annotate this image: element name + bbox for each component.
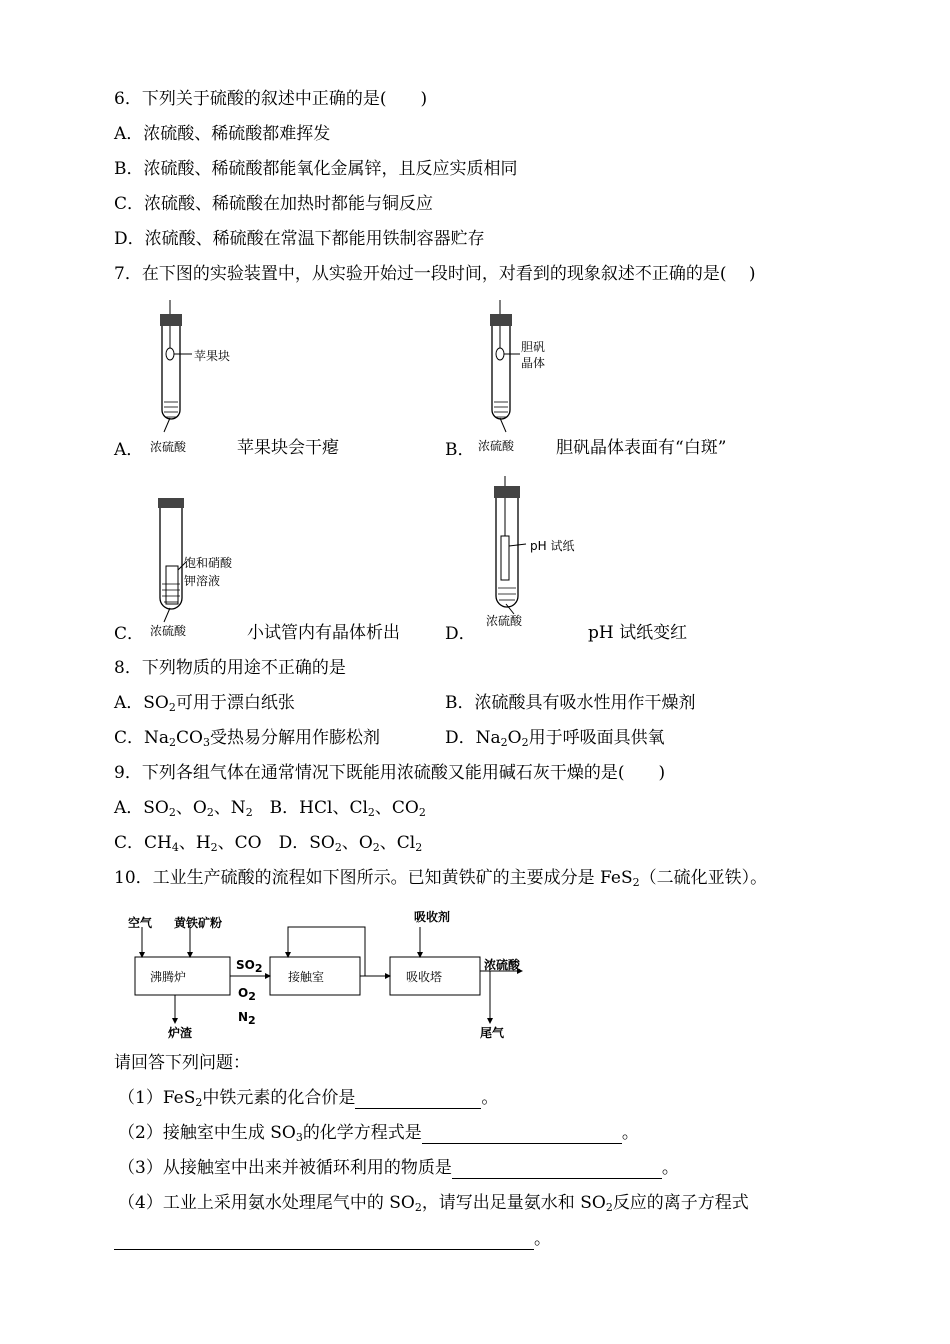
apple-label: 苹果块 [194, 349, 231, 363]
q7-option-a-letter: A． [114, 440, 144, 460]
flow-slag: 炉渣 [168, 1026, 193, 1040]
q9-options-cd: C．$CH_4$、$H_2$、CO D．$SO_2$、$O_2$、$Cl_2$ [114, 833, 423, 854]
q10-sub2: （2）接触室中生成 $SO_3$的化学方程式是 。 [118, 1123, 639, 1144]
ph-paper-strip [501, 536, 509, 580]
q10-sub4-answer-line: 。 [114, 1228, 551, 1250]
q6-option-b: B．浓硫酸、稀硫酸都能氧化金属锌，且反应实质相同 [114, 159, 518, 179]
answer-blank-1[interactable] [355, 1092, 481, 1109]
q10-prompt: 请回答下列问题： [114, 1053, 250, 1073]
ph-paper-label: pH 试纸 [530, 539, 575, 553]
tube-d-label: 浓硫酸 [486, 614, 523, 628]
q7-option-c-letter: C． [114, 624, 145, 644]
flow-o2: $O_2$ [238, 986, 256, 1003]
tube-b-label: 浓硫酸 [478, 439, 515, 453]
q6-option-a: A．浓硫酸、稀硫酸都难挥发 [114, 124, 331, 144]
q9-options-ab: A．$SO_2$、$O_2$、$N_2$ B．HCl、$Cl_2$、$CO_2$ [114, 798, 426, 819]
tube-figure-a [150, 310, 250, 430]
q7-option-a-desc: 苹果块会干瘪 [237, 438, 339, 458]
flow-pyrite: 黄铁矿粉 [174, 916, 223, 930]
apple-piece [166, 348, 174, 360]
flow-tail-gas: 尾气 [480, 1026, 505, 1040]
q8-option-c: C．$Na_2CO_3$受热易分解用作膨松剂 [114, 728, 380, 749]
flow-contact: 接触室 [288, 970, 325, 984]
q10-sub3: （3）从接触室中出来并被循环利用的物质是 。 [118, 1158, 679, 1178]
solution-label-2: 钾溶液 [184, 574, 221, 588]
answer-blank-4[interactable] [114, 1233, 534, 1250]
q7-option-c-desc: 小试管内有晶体析出 [247, 623, 400, 643]
flow-tower: 吸收塔 [406, 970, 443, 984]
crystal-piece [496, 348, 504, 360]
inner-small-tube [166, 566, 178, 604]
q10-sub4: （4）工业上采用氨水处理尾气中的 $SO_2$，请写出足量氨水和 $SO_2$反应的离子方程式 [118, 1193, 749, 1214]
q6-option-c: C．浓硫酸、稀硫酸在加热时都能与铜反应 [114, 194, 434, 214]
q7-option-d-desc: pH 试纸变红 [588, 623, 688, 643]
flow-acid: 浓硫酸 [484, 958, 521, 972]
answer-blank-2[interactable] [422, 1127, 622, 1144]
q7-stem: 7．在下图的实验装置中，从实验开始过一段时间，对看到的现象叙述不正确的是( ) [114, 264, 756, 284]
crystal-label-2: 晶体 [521, 356, 546, 370]
crystal-label-1: 胆矾 [521, 340, 546, 354]
q10-sub1: （1）FeS$_2$中铁元素的化合价是 。 [118, 1088, 499, 1109]
flow-n2: $N_2$ [238, 1010, 256, 1027]
q8-option-b: B．浓硫酸具有吸水性用作干燥剂 [445, 693, 696, 713]
q7-option-b-desc: 胆矾晶体表面有“白斑” [556, 438, 727, 458]
q7-option-d-letter: D． [445, 624, 476, 644]
solution-label-1: 饱和硝酸 [184, 556, 233, 570]
flow-air: 空气 [128, 916, 153, 930]
q6-option-d: D．浓硫酸、稀硫酸在常温下都能用铁制容器贮存 [114, 229, 485, 249]
q8-option-a: A．$SO_2$可用于漂白纸张 [114, 693, 295, 714]
q8-option-d: D．$Na_2O_2$用于呼吸面具供氧 [445, 728, 665, 749]
flow-so2: $SO_2$ [236, 958, 263, 975]
q7-option-b-letter: B． [445, 440, 475, 460]
q6-stem: 6．下列关于硫酸的叙述中正确的是( ) [114, 89, 428, 109]
q8-stem: 8．下列物质的用途不正确的是 [114, 658, 346, 678]
flow-absorbent: 吸收剂 [414, 910, 451, 924]
tube-a-label: 浓硫酸 [150, 440, 187, 454]
tube-c-label: 浓硫酸 [150, 624, 187, 638]
q10-stem: 10．工业生产硫酸的流程如下图所示。已知黄铁矿的主要成分是 FeS$_2$（二硫化亚铁）。 [114, 868, 768, 889]
answer-blank-3[interactable] [452, 1162, 662, 1179]
q9-stem: 9．下列各组气体在通常情况下既能用浓硫酸又能用碱石灰干燥的是( ) [114, 763, 666, 783]
flow-furnace: 沸腾炉 [150, 970, 187, 984]
